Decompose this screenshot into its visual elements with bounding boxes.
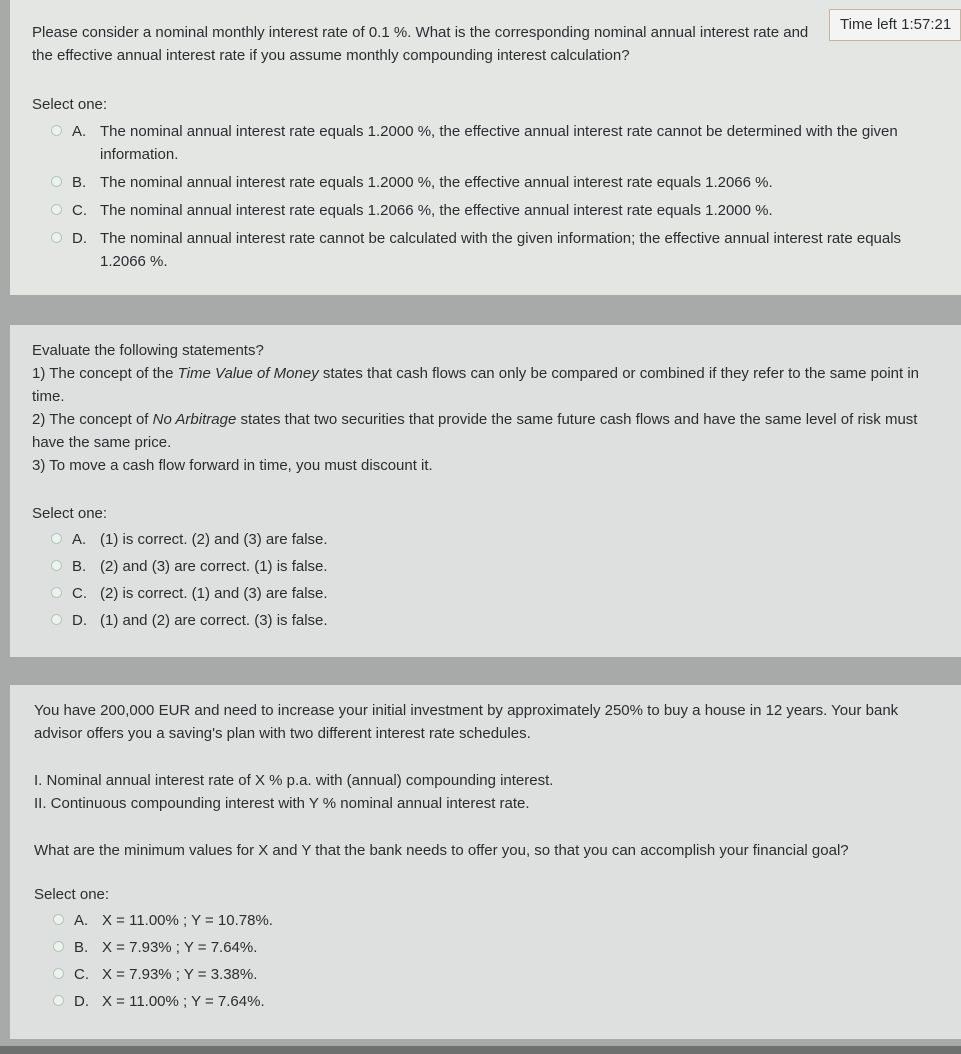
option-letter: C. — [74, 966, 89, 983]
option-letter: A. — [72, 123, 87, 140]
answer-option-a[interactable] — [53, 909, 453, 932]
radio-button-icon[interactable] — [51, 587, 62, 598]
option-text: The nominal annual interest rate equals 1.2066 %, the effective annual interest rate equals 1.2000 %. — [100, 202, 773, 219]
radio-button-icon[interactable] — [51, 560, 62, 571]
answer-options-3 — [53, 909, 453, 1017]
radio-button-icon[interactable] — [51, 614, 62, 625]
statement-2-suffix: states that two securities that provide the same future cash flows and have the same level of risk must have the same price. — [32, 411, 918, 451]
answer-option-c[interactable] — [51, 199, 911, 222]
answer-option-b[interactable] — [51, 171, 911, 194]
answer-option-a[interactable] — [51, 120, 911, 166]
answer-options-2 — [51, 528, 451, 636]
question-card-3 — [10, 685, 961, 1039]
radio-button-icon[interactable] — [51, 533, 62, 544]
answer-option-d[interactable] — [53, 990, 453, 1013]
time-left-timer: Time left 1:57:21 — [829, 9, 961, 41]
answer-option-b[interactable] — [51, 555, 451, 578]
option-text: (1) is correct. (2) and (3) are false. — [100, 531, 328, 548]
radio-button-icon[interactable] — [53, 968, 64, 979]
option-letter: A. — [74, 912, 89, 929]
option-text: X = 7.93% ; Y = 3.38%. — [102, 966, 258, 983]
question-card-1 — [10, 0, 961, 295]
option-text: The nominal annual interest rate cannot be calculated with the given information; the effective annual interest rate equals 1.2066 %. — [100, 230, 902, 270]
statement-1-suffix: states that cash flows can only be compared or combined if they refer to the same point in time. — [32, 365, 920, 405]
option-text: X = 11.00% ; Y = 7.64%. — [102, 993, 265, 1010]
select-one-label: Select one: — [34, 886, 110, 903]
answer-option-c[interactable] — [51, 582, 451, 605]
option-text: (2) is correct. (1) and (3) are false. — [100, 585, 328, 602]
statement-1-prefix: 1) The concept of the — [32, 365, 178, 382]
answer-option-d[interactable] — [51, 609, 451, 632]
answer-option-a[interactable] — [51, 528, 451, 551]
radio-button-icon[interactable] — [53, 941, 64, 952]
option-text: (2) and (3) are correct. (1) is false. — [100, 558, 328, 575]
question-3-scenario: You have 200,000 EUR and need to increase your initial investment by approximately 250% to buy a house in 12 years. Your bank advisor offers you a saving's plan with two different interest rate schedules. — [34, 702, 899, 742]
option-letter: C. — [72, 202, 87, 219]
option-letter: A. — [72, 531, 87, 548]
option-text: X = 7.93% ; Y = 7.64%. — [102, 939, 258, 956]
option-letter: D. — [74, 993, 89, 1010]
question-1-text: Please consider a nominal monthly interest rate of 0.1 %. What is the corresponding nominal annual interest rate and the effective annual interest rate if you assume monthly compounding interest calculation? — [32, 24, 809, 64]
answer-option-d[interactable] — [51, 227, 911, 273]
question-3-prompt: What are the minimum values for X and Y that the bank needs to offer you, so that you can accomplish your financial goal? — [34, 842, 849, 859]
statement-2-term: No Arbitrage — [152, 411, 237, 428]
radio-button-icon[interactable] — [51, 176, 62, 187]
question-2-intro: Evaluate the following statements? — [32, 342, 264, 359]
option-letter: C. — [72, 585, 87, 602]
bottom-divider — [0, 1046, 961, 1054]
question-2-text — [32, 339, 947, 477]
option-letter: B. — [72, 174, 87, 191]
select-one-label: Select one: — [32, 96, 108, 113]
answer-options-1 — [51, 120, 911, 278]
option-letter: D. — [72, 230, 87, 247]
statement-1 — [32, 362, 947, 408]
option-letter: B. — [74, 939, 89, 956]
schedule-1: I. Nominal annual interest rate of X % p.a. with (annual) compounding interest. — [34, 772, 554, 789]
statement-1-term: Time Value of Money — [177, 365, 319, 382]
radio-button-icon[interactable] — [51, 125, 62, 136]
answer-option-c[interactable] — [53, 963, 453, 986]
radio-button-icon[interactable] — [53, 914, 64, 925]
question-card-2 — [10, 325, 961, 657]
option-text: (1) and (2) are correct. (3) is false. — [100, 612, 328, 629]
radio-button-icon[interactable] — [53, 995, 64, 1006]
option-letter: B. — [72, 558, 87, 575]
option-text: The nominal annual interest rate equals 1.2000 %, the effective annual interest rate cannot be determined with the given information. — [100, 123, 898, 163]
schedule-2: II. Continuous compounding interest with Y % nominal annual interest rate. — [34, 795, 530, 812]
radio-button-icon[interactable] — [51, 232, 62, 243]
select-one-label: Select one: — [32, 505, 108, 522]
option-letter: D. — [72, 612, 87, 629]
question-3-schedules — [34, 769, 934, 815]
radio-button-icon[interactable] — [51, 204, 62, 215]
option-text: The nominal annual interest rate equals 1.2000 %, the effective annual interest rate equals 1.2066 %. — [100, 174, 773, 191]
option-text: X = 11.00% ; Y = 10.78%. — [102, 912, 273, 929]
answer-option-b[interactable] — [53, 936, 453, 959]
statement-3: 3) To move a cash flow forward in time, you must discount it. — [32, 457, 433, 474]
statement-2 — [32, 408, 947, 454]
statement-2-prefix: 2) The concept of — [32, 411, 153, 428]
